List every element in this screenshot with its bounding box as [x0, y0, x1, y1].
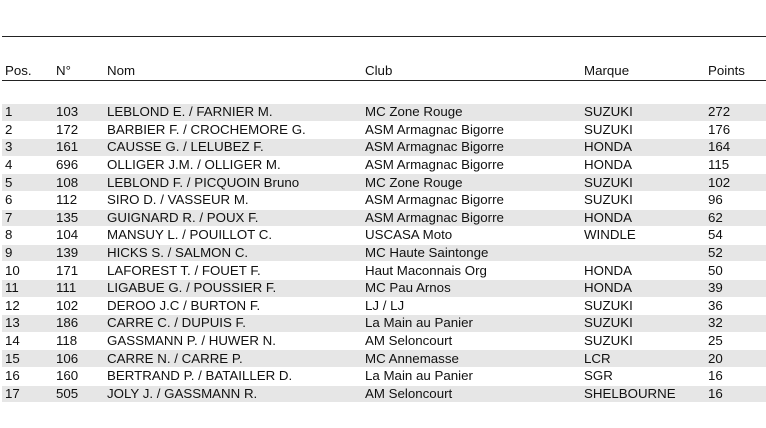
cell-marque: HONDA	[581, 262, 705, 280]
cell-num: 172	[53, 121, 104, 139]
cell-club: ASM Armagnac Bigorre	[362, 209, 581, 227]
cell-points: 164	[705, 139, 766, 157]
cell-pos: 1	[2, 104, 53, 121]
cell-club: MC Zone Rouge	[362, 174, 581, 192]
cell-pos: 11	[2, 279, 53, 297]
cell-points: 16	[705, 385, 766, 403]
table-row	[2, 104, 766, 121]
cell-nom: CARRE N. / CARRE P.	[104, 350, 362, 368]
cell-num: 160	[53, 367, 104, 385]
cell-points: 39	[705, 279, 766, 297]
cell-points: 272	[705, 104, 766, 121]
cell-pos: 6	[2, 191, 53, 209]
cell-nom: SIRO D. / VASSEUR M.	[104, 191, 362, 209]
cell-num: 505	[53, 385, 104, 403]
cell-marque: SUZUKI	[581, 104, 705, 121]
header-row	[2, 60, 766, 81]
header-nom: Nom	[104, 60, 362, 81]
cell-points: 36	[705, 297, 766, 315]
cell-points: 50	[705, 262, 766, 280]
cell-points: 62	[705, 209, 766, 227]
header-pos: Pos.	[2, 60, 53, 81]
cell-marque: SUZUKI	[581, 332, 705, 350]
cell-num: 103	[53, 104, 104, 121]
cell-num: 111	[53, 279, 104, 297]
cell-pos: 4	[2, 156, 53, 174]
cell-num: 108	[53, 174, 104, 192]
header-marque: Marque	[581, 60, 705, 81]
cell-num: 186	[53, 315, 104, 333]
cell-nom: HICKS S. / SALMON C.	[104, 244, 362, 262]
table-row	[2, 156, 766, 174]
cell-nom: CARRE C. / DUPUIS F.	[104, 315, 362, 333]
cell-pos: 12	[2, 297, 53, 315]
header-club: Club	[362, 60, 581, 81]
cell-pos: 15	[2, 350, 53, 368]
cell-points: 20	[705, 350, 766, 368]
table-row	[2, 315, 766, 333]
results-table	[2, 60, 766, 403]
cell-marque: SUZUKI	[581, 121, 705, 139]
cell-pos: 9	[2, 244, 53, 262]
cell-nom: LIGABUE G. / POUSSIER F.	[104, 279, 362, 297]
cell-marque: SUZUKI	[581, 174, 705, 192]
cell-club: MC Pau Arnos	[362, 279, 581, 297]
cell-pos: 14	[2, 332, 53, 350]
cell-num: 104	[53, 227, 104, 245]
table-row	[2, 262, 766, 280]
cell-marque: SHELBOURNE	[581, 385, 705, 403]
cell-num: 161	[53, 139, 104, 157]
cell-pos: 13	[2, 315, 53, 333]
cell-club: ASM Armagnac Bigorre	[362, 191, 581, 209]
cell-marque: HONDA	[581, 209, 705, 227]
table-row	[2, 332, 766, 350]
cell-points: 52	[705, 244, 766, 262]
table-row	[2, 367, 766, 385]
cell-nom: MANSUY L. / POUILLOT C.	[104, 227, 362, 245]
cell-pos: 3	[2, 139, 53, 157]
cell-points: 102	[705, 174, 766, 192]
table-row	[2, 385, 766, 403]
cell-num: 135	[53, 209, 104, 227]
cell-club: La Main au Panier	[362, 315, 581, 333]
table-row	[2, 279, 766, 297]
cell-marque: SGR	[581, 367, 705, 385]
cell-points: 54	[705, 227, 766, 245]
table-row	[2, 174, 766, 192]
cell-pos: 7	[2, 209, 53, 227]
cell-nom: OLLIGER J.M. / OLLIGER M.	[104, 156, 362, 174]
cell-club: La Main au Panier	[362, 367, 581, 385]
cell-marque: SUZUKI	[581, 191, 705, 209]
cell-marque: WINDLE	[581, 227, 705, 245]
cell-num: 106	[53, 350, 104, 368]
cell-nom: GUIGNARD R. / POUX F.	[104, 209, 362, 227]
cell-points: 176	[705, 121, 766, 139]
cell-num: 118	[53, 332, 104, 350]
cell-pos: 8	[2, 227, 53, 245]
cell-club: ASM Armagnac Bigorre	[362, 139, 581, 157]
cell-nom: CAUSSE G. / LELUBEZ F.	[104, 139, 362, 157]
cell-club: MC Annemasse	[362, 350, 581, 368]
cell-marque: HONDA	[581, 156, 705, 174]
cell-points: 32	[705, 315, 766, 333]
top-divider	[2, 36, 766, 37]
table-row	[2, 350, 766, 368]
cell-pos: 2	[2, 121, 53, 139]
cell-club: AM Seloncourt	[362, 385, 581, 403]
cell-points: 16	[705, 367, 766, 385]
table-row	[2, 121, 766, 139]
cell-nom: LEBLOND F. / PICQUOIN Bruno	[104, 174, 362, 192]
header-points: Points	[705, 60, 766, 81]
cell-pos: 16	[2, 367, 53, 385]
cell-num: 102	[53, 297, 104, 315]
cell-pos: 17	[2, 385, 53, 403]
cell-club: ASM Armagnac Bigorre	[362, 156, 581, 174]
table-row	[2, 139, 766, 157]
header-num: N°	[53, 60, 104, 81]
cell-num: 171	[53, 262, 104, 280]
cell-club: ASM Armagnac Bigorre	[362, 121, 581, 139]
cell-num: 696	[53, 156, 104, 174]
cell-points: 115	[705, 156, 766, 174]
cell-club: USCASA Moto	[362, 227, 581, 245]
table-row	[2, 297, 766, 315]
cell-marque	[581, 244, 705, 262]
cell-club: Haut Maconnais Org	[362, 262, 581, 280]
cell-nom: LAFOREST T. / FOUET F.	[104, 262, 362, 280]
cell-marque: SUZUKI	[581, 315, 705, 333]
cell-nom: BARBIER F. / CROCHEMORE G.	[104, 121, 362, 139]
results-body	[2, 81, 766, 403]
cell-num: 139	[53, 244, 104, 262]
cell-club: MC Haute Saintonge	[362, 244, 581, 262]
cell-points: 25	[705, 332, 766, 350]
cell-club: LJ / LJ	[362, 297, 581, 315]
spacer-row	[2, 81, 766, 105]
cell-num: 112	[53, 191, 104, 209]
cell-club: AM Seloncourt	[362, 332, 581, 350]
cell-nom: DEROO J.C / BURTON F.	[104, 297, 362, 315]
cell-nom: JOLY J. / GASSMANN R.	[104, 385, 362, 403]
cell-nom: LEBLOND E. / FARNIER M.	[104, 104, 362, 121]
cell-points: 96	[705, 191, 766, 209]
cell-marque: SUZUKI	[581, 297, 705, 315]
cell-pos: 10	[2, 262, 53, 280]
cell-nom: BERTRAND P. / BATAILLER D.	[104, 367, 362, 385]
table-row	[2, 209, 766, 227]
cell-marque: HONDA	[581, 139, 705, 157]
cell-club: MC Zone Rouge	[362, 104, 581, 121]
table-row	[2, 227, 766, 245]
cell-pos: 5	[2, 174, 53, 192]
table-row	[2, 191, 766, 209]
cell-marque: HONDA	[581, 279, 705, 297]
cell-nom: GASSMANN P. / HUWER N.	[104, 332, 362, 350]
table-row	[2, 244, 766, 262]
cell-marque: LCR	[581, 350, 705, 368]
